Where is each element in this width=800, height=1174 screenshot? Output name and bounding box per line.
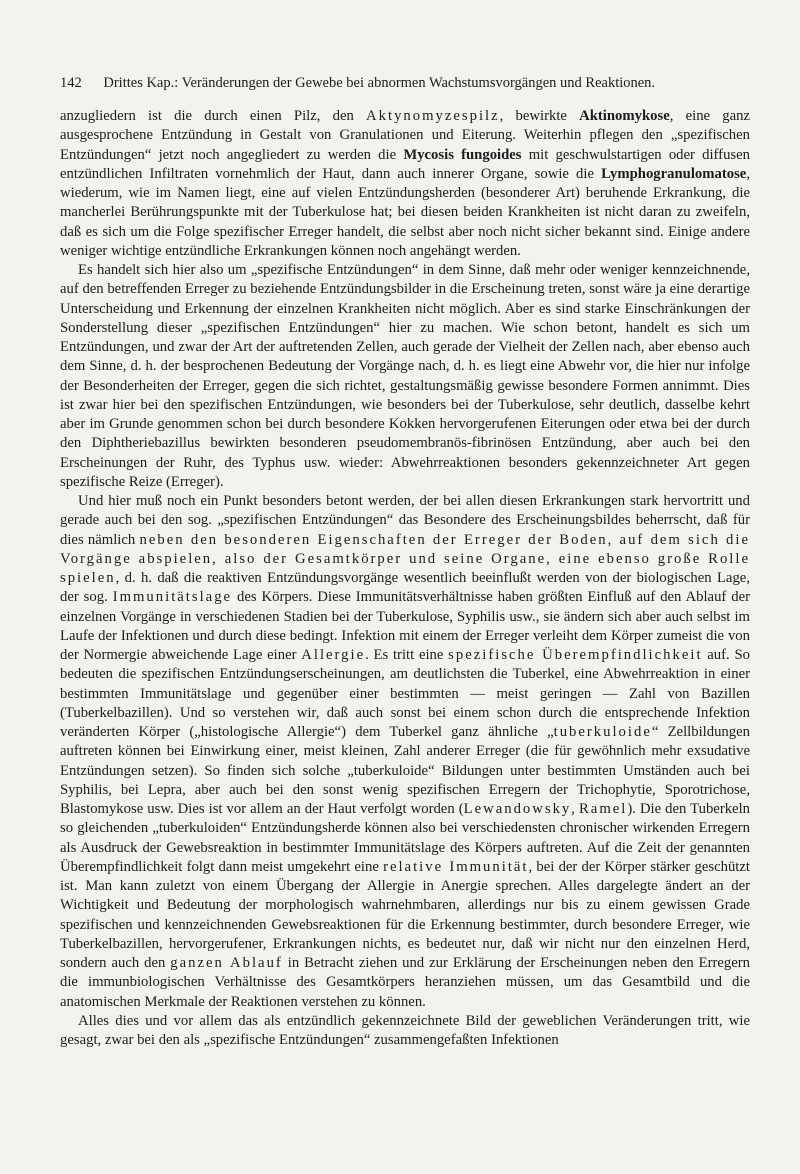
spaced-emphasis: relative Immunität [383,858,529,875]
text-run: in Betracht ziehen und zur Erklärung der Erscheinungen neben den Erregern die immunbiologischen Verhältnisse des Gesamtkörpers heranziehen müssen, um das Gesamtbild und die anatomischen Merkmale der Reaktionen verstehen zu können. [60,955,750,1010]
text-run: anzugliedern ist die durch einen Pilz, den [60,108,367,124]
page-number: 142 [60,75,82,91]
text-run: des Körpers. Diese Immunitätsverhältnisse haben größten Einfluß auf den Ablauf der einzelnen Vorgänge in verschiedenen Stadien bei der Tuberkulose, Syphilis usw., sie ändern sich aber auch selbst im Laufe der Infektionen und durch diese bedingt. Infektion mit einem der Erreger verleiht dem Körper zumeist die von der Normergie abweichende Lage einer [60,589,750,663]
text-run: , bewirkte [499,108,580,124]
bold-term: Lymphogranulomatose [601,165,747,182]
spaced-emphasis: Ramel [579,801,628,817]
spaced-emphasis: tuberkuloide [553,724,652,740]
text-run: Alles dies und vor allem das als entzündlich gekennzeichnete Bild der geweblichen Veränderungen tritt, wie gesagt, zwar bei den als „spezifische Entzündungen“ zusammengefaßten Infektionen [60,1012,750,1048]
body-text [60,107,750,1050]
text-run: “ Zellbildungen auftreten können bei Einwirkung einer, meist kleinen, Zahl anderer Erreger (die für gewöhnlich mehr exsudative Entzündungen setzen). So finden sich solche „tuberkuloide“ Bildungen unter bestimmten Umständen auch bei Syphilis, bei Lepra, aber auch bei den sonst wenig spezifischen Erregern der Trichophytie, Sporotrichose, Blastomykose usw. Dies ist vor allem an der Haut verfolgt worden ( [60,724,750,817]
spaced-emphasis: neben den besonderen Eigenschaften der Erreger der Boden, auf dem sich die Vorgänge abspielen, also der Gesamtkörper und seine Organe, eine ebenso große Rolle spielen [60,531,750,586]
spaced-emphasis: Immunitätslage [112,589,233,606]
paragraph [60,261,750,492]
spaced-emphasis: Lewandowsky [463,801,572,817]
text-run: ). Die den Tuberkeln so gleichenden „tuberkuloiden“ Entzündungsherde können also bei verschiedensten chronischer wirkenden Erregern als Ausdruck der Gewebsreaktion in bestimmter Immunitätslage des Körpers auftreten. Auf die Zeit der genannten Überempfindlichkeit folgt dann meist umgekehrt eine [60,801,751,875]
text-run: . Es tritt eine [365,647,449,663]
text-run: auf. So bedeuten die spezifischen Entzündungserscheinungen, am deutlichsten die Tuberkel, eine Abwehrreaktion in einer bestimmten Immunitätslage und gegenüber einer bestimmten — meist geringen — Zahl von Bazillen (Tuberkelbazillen). Und so verstehen wir, daß auch sonst bei einem schon durch die entsprechende Infektion veränderten Körper („histologische Allergie“) dem Tuberkel ganz ähnliche „ [60,647,750,740]
spaced-emphasis: Aktynomyzespilz [366,108,500,124]
spaced-emphasis: ganzen Ablauf [170,955,283,971]
spaced-emphasis: Allergie [301,647,366,663]
text-run: , bei der der Körper stärker geschützt ist. Man kann zuletzt von einem Übergang der Allergie in Anergie sprechen. Alles dargelegte ändert an der Wichtigkeit und Bedeutung der morphologisch wahrnehmbaren, allerdings nur bis zu einem gewissen Grade spezifischen und kennzeichnenden Gewebsreaktionen für die Erkennung bestimmter, durch besondere Erreger, wie Tuberkelbazillen, hervorgerufener, Erkrankungen nichts, es bedeutet nur, daß wir nicht nur den einzelnen Herd, sondern auch den [60,858,750,971]
paragraph [60,1012,750,1051]
text-run: , eine ganz ausgesprochene Entzündung in Gestalt von Granulationen und Eiterung. Weiterhin pflegen den „spezifischen Entzündungen“ jetzt noch angegliedert zu werden die [60,108,750,163]
paragraph [60,492,750,1012]
text-run: , d. h. daß die reaktiven Entzündungsvorgänge wesentlich beeinflußt werden von der biologischen Lage, der sog. [60,570,750,606]
paragraph [60,107,750,261]
text-run: , [571,801,579,817]
text-run: mit geschwulstartigen oder diffusen entzündlichen Infiltraten vornehmlich der Haut, dann auch innerer Organe, sowie die [60,146,750,182]
text-run: , wiederum, wie im Namen liegt, eine auf vielen Entzündungsherden (besonderer Art) beruhende Erkrankung, die mancherlei Berührungspunkte mit der Tuberkulose hat; bei diesen beiden Krankheiten ist nicht daran zu zweifeln, daß es sich um die Folge spezifischer Erreger handelt, die selbst aber noch nicht sicher bekannt sind. Einige andere weniger wichtige entzündliche Erkrankungen können noch angehängt werden. [60,165,750,259]
bold-term: Aktinomykose [579,108,670,124]
bold-term: Mycosis fungoides [403,146,522,163]
spaced-emphasis: spezifische Überempfindlichkeit [448,647,703,663]
running-title: Drittes Kap.: Veränderungen der Gewebe bei abnormen Wachstumsvorgängen und Reaktionen. [103,75,656,91]
text-run: Und hier muß noch ein Punkt besonders betont werden, der bei allen diesen Erkrankungen stark hervortritt und gerade auch bei den sog. „spezifischen Entzündungen“ das Besondere des Erscheinungsbildes beherrscht, daß für dies nämlich [60,493,750,548]
text-run: Es handelt sich hier also um „spezifische Entzündungen“ in dem Sinne, daß mehr oder weniger kennzeichnende, auf den betreffenden Erreger zu beziehende Entzündungsbilder in die Erscheinung treten, sonst wäre ja eine derartige Unterscheidung und Erkennung der einzelnen Krankheiten nicht möglich. Aber es sind starke Einschränkungen der Sonderstellung dieser „spezifischen Entzündungen“ hier zu machen. Wie schon betont, handelt es sich um Entzündungen, und zwar der Art der auftretenden Zellen, auch gerade der Vielheit der Zellen nach, aber ebenso auch dem Sinne, d. h. der besprochenen Bedeutung der Vorgänge nach, d. h. es liegt eine Abwehr vor, die hier nur infolge der Besonderheiten der Erreger, gegen die sich richtet, gestaltungsmäßig gewisse besondere Formen annimmt. Dies ist zwar hier bei den spezifischen Entzündungen, wie besonders bei der Tuberkulose, sehr deutlich, dasselbe kehrt aber im Grunde genommen schon bei durch besondere Kokken hervorgerufenen Eiterungen oder etwa bei der durch den Diphtheriebazillus bewirkten besonderen pseudomembranös-fibrinösen Entzündung, aber auch bei den Erscheinungen der Ruhr, des Typhus usw. wieder: Abwehrreaktionen besonders gekennzeichneter Art gegen spezifische Reize (Erreger). [60,262,750,490]
running-header [60,74,750,92]
